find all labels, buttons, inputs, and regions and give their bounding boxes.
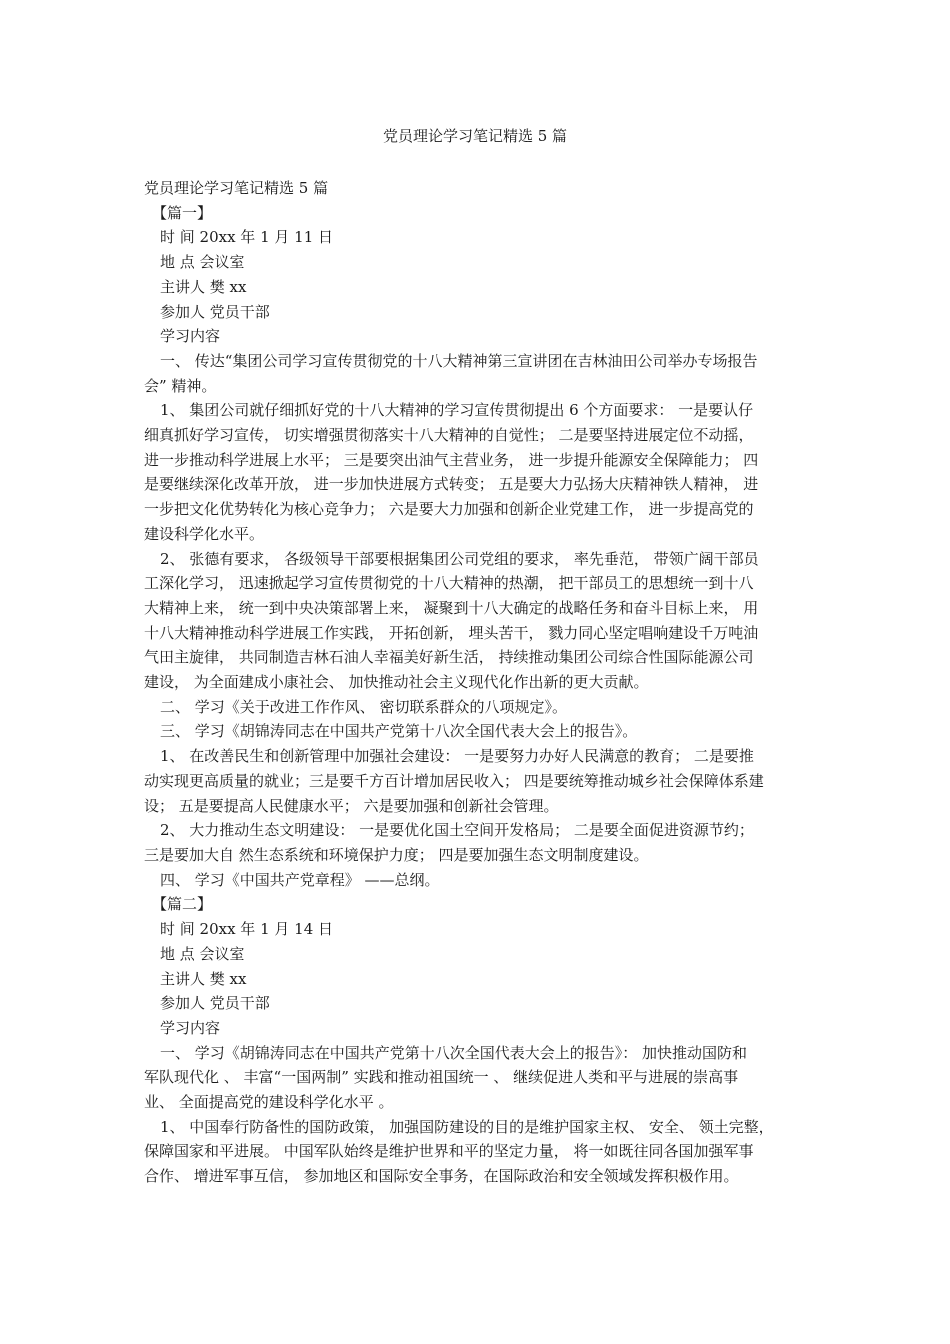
text-line: 地 点 会议室 [160,944,245,963]
text-line: 参加人 党员干部 [160,994,270,1013]
text-line: 气田主旋律， 共同制造吉林石油人幸福美好新生活， 持续推动集团公司综合性国际能源公司 [144,648,754,667]
text-line: 十八大精神推动科学进展工作实践， 开拓创新， 埋头苦干， 戮力同心坚定唱响建设千万吨油 [144,623,759,642]
text-line: 主讲人 樊 xx [160,969,247,988]
text-line: 三是要加大自 然生态系统和环境保护力度； 四是要加强生态文明制度建设。 [144,845,649,864]
text-line: 三、 学习《胡锦涛同志在中国共产党第十八次全国代表大会上的报告》。 [160,722,638,741]
text-line: 细真抓好学习宣传， 切实增强贯彻落实十八大精神的自觉性； 二是要坚持进展定位不动摇， [144,426,754,445]
text-line: 动实现更高质量的就业；三是要千方百计增加居民收入； 四是要统筹推动城乡社会保障体系建 [144,771,764,790]
text-line: 保障国家和平进展。 中国军队始终是维护世界和平的坚定力量， 将一如既往同各国加强军事 [144,1142,754,1161]
text-line: 时 间 20xx 年 1 月 11 日 [160,228,334,247]
text-line: 【篇一】 [152,203,213,222]
document-body [144,176,816,1189]
text-line: 1、 在改善民生和创新管理中加强社会建设： 一是要努力办好人民满意的教育； 二是要推 [160,747,754,766]
text-line: 业、 全面提高党的建设科学化水平 。 [144,1093,394,1112]
text-line: 地 点 会议室 [160,253,245,272]
text-line: 设； 五是要提高人民健康水平； 六是要加强和创新社会管理。 [144,796,559,815]
text-line: 【篇二】 [152,895,213,914]
text-line: 1、 集团公司就仔细抓好党的十八大精神的学习宣传贯彻提出 6 个方面要求： 一是要认仔 [160,401,754,420]
text-line: 1、 中国奉行防备性的国防政策， 加强国防建设的目的是维护国家主权、 安全、 领土完整， [160,1117,774,1136]
text-line: 大精神上来， 统一到中央决策部署上来， 凝聚到十八大确定的战略任务和奋斗目标上来， 用 [144,598,759,617]
text-line: 进一步推动科学进展上水平； 三是要突出油气主营业务， 进一步提升能源安全保障能力； 四 [144,450,759,469]
document-title: 党员理论学习笔记精选 5 篇 [382,127,568,145]
text-line: 2、 大力推动生态文明建设： 一是要优化国土空间开发格局； 二是要全面促进资源节约； [160,821,754,840]
text-line: 建设， 为全面建成小康社会、 加快推动社会主义现代化作出新的更大贡献。 [144,673,649,692]
text-line: 学习内容 [160,327,221,346]
text-line: 2、 张德有要求， 各级领导干部要根据集团公司党组的要求， 率先垂范， 带领广阔干部员 [160,549,759,568]
text-line: 二、 学习《关于改进工作作风、 密切联系群众的八项规定》。 [160,697,568,716]
text-line: 时 间 20xx 年 1 月 14 日 [160,920,334,939]
text-line: 党员理论学习笔记精选 5 篇 [144,179,329,197]
text-line: 一、 学习《胡锦涛同志在中国共产党第十八次全国代表大会上的报告》： 加快推动国防和 [160,1043,748,1062]
text-line: 是要继续深化改革开放， 进一步加快进展方式转变； 五是要大力弘扬大庆精神铁人精神， 进 [144,475,759,494]
text-line: 合作、 增进军事互信， 参加地区和国际安全事务，在国际政治和安全领域发挥积极作用。 [144,1167,739,1186]
text-line: 主讲人 樊 xx [160,277,247,296]
text-line: 学习内容 [160,1018,221,1037]
text-line: 工深化学习， 迅速掀起学习宣传贯彻党的十八大精神的热潮， 把干部员工的思想统一到十八 [144,574,754,593]
text-line: 建设科学化水平。 [144,524,265,543]
text-line: 军队现代化 、 丰富“一国两制” 实践和推动祖国统一 、 继续促进人类和平与进展的崇高事 [144,1068,739,1087]
text-line: 参加人 党员干部 [160,302,270,321]
text-line: 会” 精神。 [144,376,217,395]
text-line: 一、 传达“集团公司学习宣传贯彻党的十八大精神第三宣讲团在吉林油田公司举办专场报告 [160,351,758,370]
text-line: 一步把文化优势转化为核心竞争力； 六是要大力加强和创新企业党建工作， 进一步提高党的 [144,500,754,519]
text-line: 四、 学习《中国共产党章程》 ——总纲。 [160,870,440,889]
